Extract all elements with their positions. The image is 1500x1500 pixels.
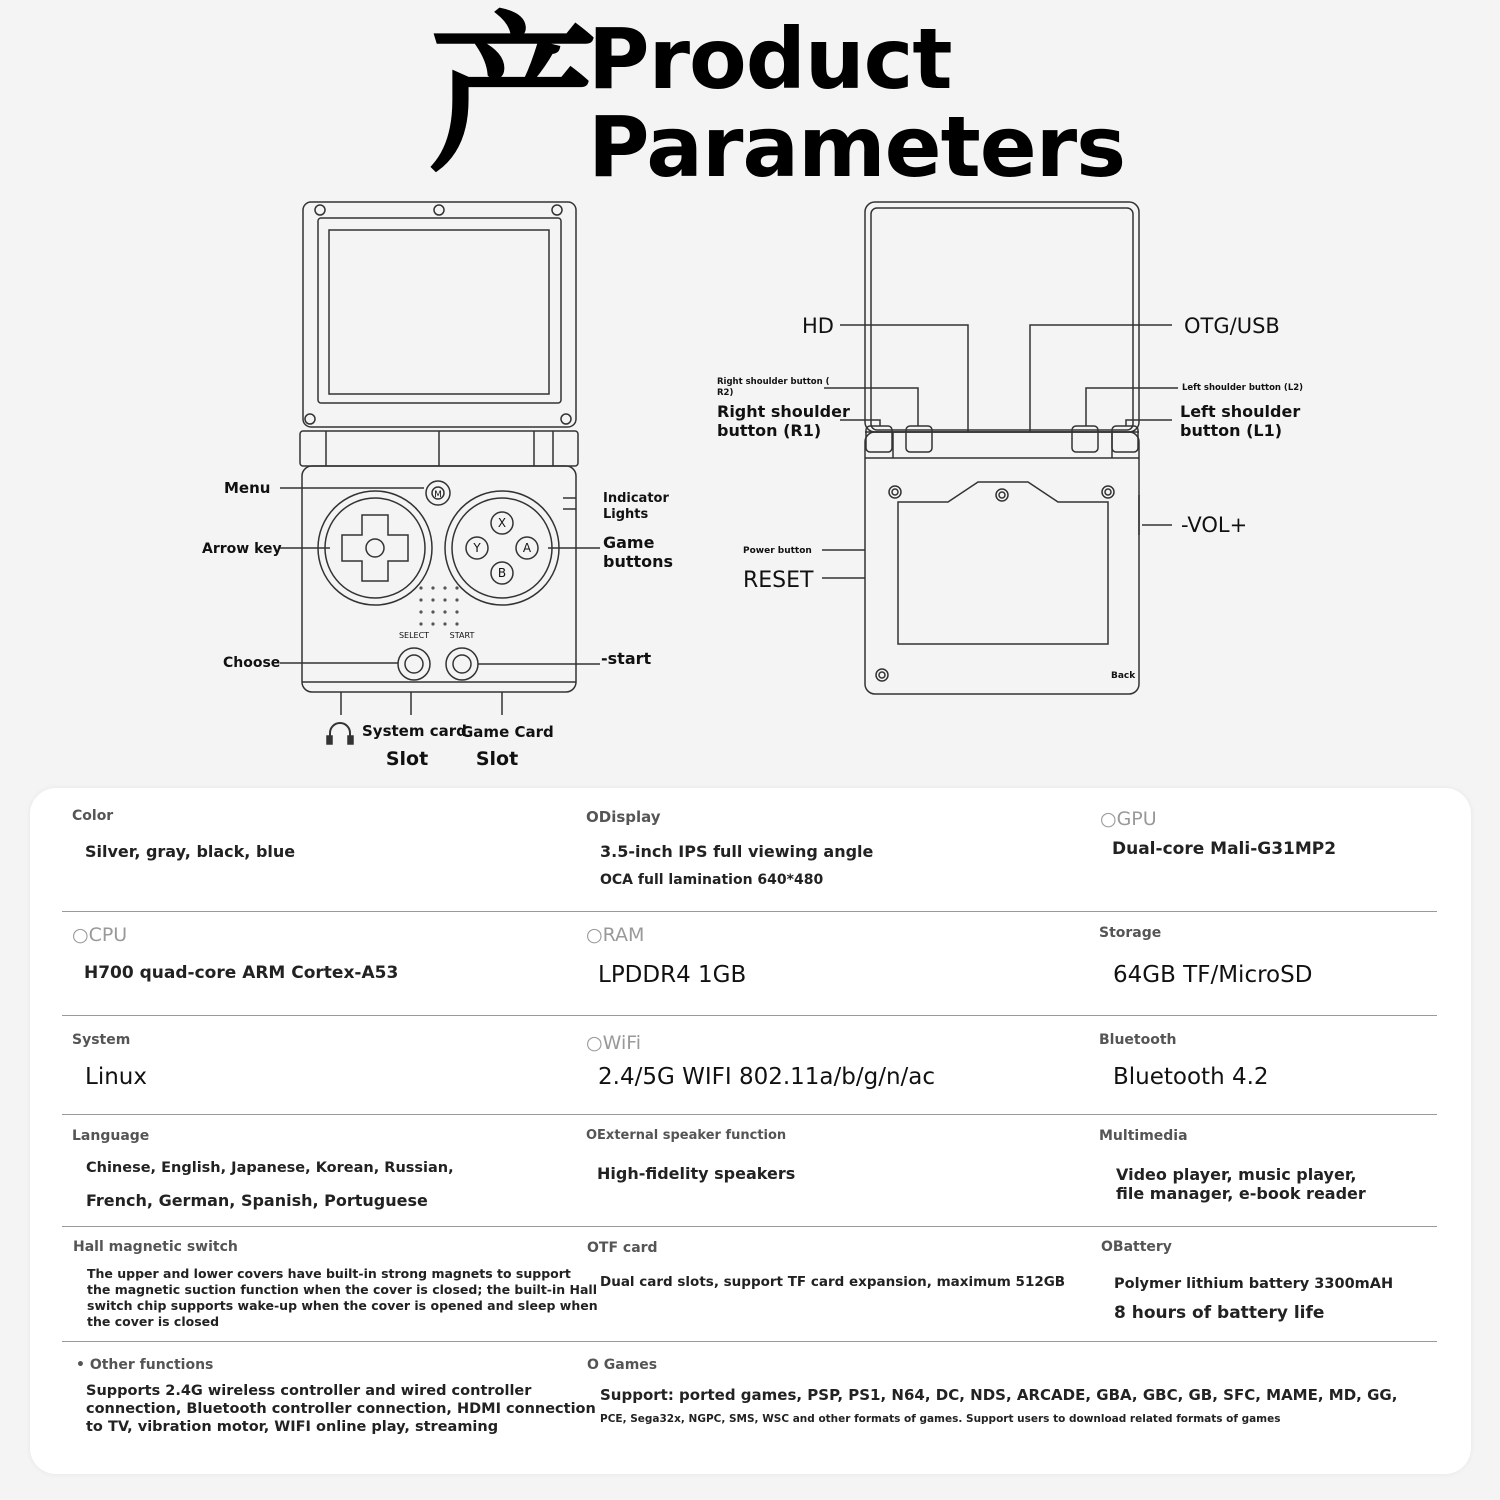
title-line-1: Product	[588, 10, 952, 108]
headphone-icon	[330, 723, 350, 741]
label-menu: Menu	[224, 479, 271, 497]
spec-label-otf: OTF card	[587, 1240, 658, 1256]
spec-label-ram: ○RAM	[586, 924, 645, 946]
spec-value-wifi: 2.4/5G WIFI 802.11a/b/g/n/ac	[598, 1064, 936, 1090]
label-hd: HD	[802, 314, 834, 338]
spec-value-display-1: 3.5-inch IPS full viewing angle	[600, 842, 874, 861]
label-r2-1: Right shoulder button (	[717, 377, 830, 387]
label-volume: -VOL+	[1181, 513, 1248, 537]
spec-label-language: Language	[72, 1128, 150, 1144]
label-system-card-1: System card	[362, 722, 467, 740]
spec-label-bluetooth: Bluetooth	[1099, 1032, 1177, 1048]
title-line-2: Parameters	[588, 98, 1126, 196]
divider	[62, 1114, 1437, 1115]
label-game-card-1: Game Card	[461, 723, 554, 741]
spec-label-multimedia: Multimedia	[1099, 1128, 1188, 1144]
spec-label-gpu: ○GPU	[1100, 808, 1157, 830]
spec-value-other-1: Supports 2.4G wireless controller and wired controller	[86, 1383, 532, 1399]
spec-value-cpu: H700 quad-core ARM Cortex-A53	[84, 963, 399, 983]
spec-label-cpu: ○CPU	[72, 924, 128, 946]
spec-label-battery: OBattery	[1101, 1239, 1172, 1255]
divider	[62, 1015, 1437, 1016]
spec-value-bluetooth: Bluetooth 4.2	[1113, 1064, 1269, 1090]
label-l2: Left shoulder button (L2)	[1182, 383, 1304, 393]
b-button-icon: B	[497, 566, 507, 580]
label-game-buttons-2: buttons	[603, 552, 674, 571]
spec-value-games-2: PCE, Sega32x, NGPC, SMS, WSC and other formats of games. Support users to download related formats of games	[600, 1413, 1281, 1425]
menu-button-icon: M	[434, 490, 442, 500]
label-choose: Choose	[223, 655, 281, 671]
a-button-icon: A	[522, 541, 532, 555]
spec-label-system: System	[72, 1032, 131, 1048]
spec-value-hall-1: The upper and lower covers have built-in strong magnets to support	[87, 1266, 571, 1281]
spec-value-multimedia-1: Video player, music player,	[1116, 1165, 1357, 1184]
spec-value-display-2: OCA full lamination 640*480	[600, 872, 824, 888]
label-game-card-2: Slot	[475, 748, 519, 770]
spec-value-battery-1: Polymer lithium battery 3300mAH	[1114, 1276, 1394, 1292]
label-start: -start	[601, 649, 652, 668]
spec-value-otf: Dual card slots, support TF card expansion, maximum 512GB	[600, 1274, 1066, 1290]
label-game-buttons-1: Game	[603, 533, 655, 552]
label-back: Back	[1111, 671, 1136, 681]
spec-label-display: ODisplay	[586, 808, 661, 826]
spec-label-storage: Storage	[1099, 925, 1162, 941]
label-arrow-key: Arrow key	[202, 541, 282, 557]
spec-value-language-1: Chinese, English, Japanese, Korean, Russian,	[86, 1160, 454, 1176]
spec-value-multimedia-2: file manager, e-book reader	[1116, 1184, 1366, 1203]
spec-label-games: O Games	[587, 1357, 658, 1373]
spec-value-color: Silver, gray, black, blue	[85, 842, 296, 861]
spec-value-hall-3: switch chip supports wake-up when the cover is opened and sleep when	[87, 1298, 598, 1313]
start-caption: START	[449, 631, 475, 640]
spec-value-language-2: French, German, Spanish, Portuguese	[86, 1191, 428, 1210]
spec-value-gpu: Dual-core Mali-G31MP2	[1112, 839, 1337, 859]
label-r1-1: Right shoulder	[717, 402, 850, 421]
divider	[62, 1226, 1437, 1227]
device-diagram	[0, 190, 1500, 780]
label-r1-2: button (R1)	[717, 421, 822, 440]
label-l1-2: button (L1)	[1180, 421, 1283, 440]
spec-value-system: Linux	[85, 1064, 147, 1090]
spec-value-ram: LPDDR4 1GB	[598, 962, 747, 988]
spec-value-hall-4: the cover is closed	[87, 1314, 220, 1329]
spec-value-storage: 64GB TF/MicroSD	[1113, 962, 1313, 988]
select-caption: SELECT	[398, 631, 430, 640]
front-view	[280, 202, 600, 744]
x-button-icon: X	[497, 516, 507, 530]
spec-value-speaker: High-fidelity speakers	[597, 1164, 796, 1183]
spec-label-wifi: ○WiFi	[586, 1032, 642, 1054]
label-l1-1: Left shoulder	[1180, 402, 1301, 421]
divider	[62, 911, 1437, 912]
spec-value-other-3: to TV, vibration motor, WIFI online play, streaming	[86, 1419, 499, 1435]
label-system-card-2: Slot	[385, 748, 429, 770]
back-view	[822, 202, 1178, 694]
label-indicator-2: Lights	[603, 507, 649, 522]
spec-value-battery-2: 8 hours of battery life	[1114, 1303, 1325, 1323]
label-reset: RESET	[743, 568, 814, 593]
spec-label-hall: Hall magnetic switch	[73, 1239, 238, 1255]
spec-label-speaker: OExternal speaker function	[586, 1128, 787, 1143]
label-otg-usb: OTG/USB	[1184, 314, 1280, 338]
label-indicator-1: Indicator	[603, 491, 669, 506]
title-glyph: 产	[428, 0, 599, 196]
spec-value-games-1: Support: ported games, PSP, PS1, N64, DC, NDS, ARCADE, GBA, GBC, GB, SFC, MAME, MD, GG,	[600, 1386, 1398, 1404]
spec-label-color: Color	[72, 808, 114, 824]
label-power-button: Power button	[743, 546, 812, 556]
spec-value-hall-2: the magnetic suction function when the cover is closed; the built-in Hall	[87, 1282, 597, 1297]
y-button-icon: Y	[473, 541, 481, 555]
spec-value-other-2: connection, Bluetooth controller connection, HDMI connection	[86, 1401, 596, 1417]
label-r2-2: R2)	[717, 388, 734, 398]
divider	[62, 1341, 1437, 1342]
spec-label-other: • Other functions	[76, 1357, 214, 1373]
